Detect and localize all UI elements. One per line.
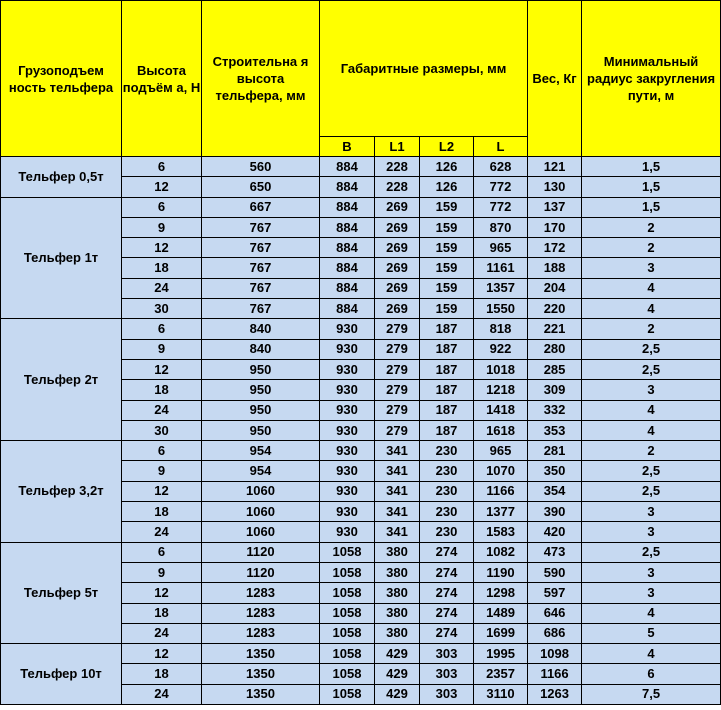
lift-height-cell: 18 [122,258,202,278]
weight-cell: 646 [528,603,582,623]
weight-cell: 350 [528,461,582,481]
dim-b-cell: 884 [320,217,375,237]
dim-l2-cell: 187 [420,319,474,339]
weight-cell: 309 [528,380,582,400]
dim-l1-cell: 279 [375,380,420,400]
dim-l-cell: 1161 [474,258,528,278]
radius-cell: 1,5 [582,177,721,197]
build-height-cell: 767 [202,217,320,237]
hoist-model-cell: Тельфер 2т [1,319,122,441]
build-height-cell: 950 [202,380,320,400]
dim-l2-cell: 159 [420,258,474,278]
build-height-cell: 650 [202,177,320,197]
build-height-cell: 560 [202,157,320,177]
weight-cell: 220 [528,299,582,319]
header-build-height: Строительна я высота тельфера, мм [202,1,320,157]
build-height-cell: 950 [202,420,320,440]
radius-cell: 3 [582,258,721,278]
lift-height-cell: 9 [122,217,202,237]
dim-l-cell: 1070 [474,461,528,481]
build-height-cell: 840 [202,319,320,339]
weight-cell: 285 [528,359,582,379]
dim-l-cell: 1583 [474,522,528,542]
radius-cell: 4 [582,278,721,298]
weight-cell: 221 [528,319,582,339]
radius-cell: 1,5 [582,157,721,177]
dim-l-cell: 1550 [474,299,528,319]
table-row [1,319,721,339]
radius-cell: 2 [582,319,721,339]
dim-l2-cell: 126 [420,177,474,197]
radius-cell: 1,5 [582,197,721,217]
weight-cell: 686 [528,623,582,643]
weight-cell: 172 [528,238,582,258]
build-height-cell: 767 [202,238,320,258]
dim-l2-cell: 230 [420,481,474,501]
build-height-cell: 1120 [202,542,320,562]
hoist-model-cell: Тельфер 3,2т [1,441,122,542]
dim-l-cell: 1018 [474,359,528,379]
dim-l2-cell: 159 [420,278,474,298]
radius-cell: 2,5 [582,481,721,501]
radius-cell: 2,5 [582,359,721,379]
build-height-cell: 767 [202,299,320,319]
build-height-cell: 1283 [202,603,320,623]
hoist-model-cell: Тельфер 0,5т [1,157,122,198]
dim-l2-cell: 187 [420,359,474,379]
dim-l1-cell: 380 [375,542,420,562]
lift-height-cell: 12 [122,359,202,379]
table-row [1,197,721,217]
header-capacity: Грузоподъем ность тельфера [1,1,122,157]
lift-height-cell: 30 [122,299,202,319]
build-height-cell: 1060 [202,481,320,501]
dim-b-cell: 930 [320,339,375,359]
weight-cell: 1166 [528,664,582,684]
dim-l-cell: 1190 [474,562,528,582]
lift-height-cell: 24 [122,278,202,298]
dim-l1-cell: 380 [375,583,420,603]
weight-cell: 130 [528,177,582,197]
radius-cell: 4 [582,603,721,623]
dim-l-cell: 818 [474,319,528,339]
dim-l-cell: 1357 [474,278,528,298]
dim-b-cell: 930 [320,502,375,522]
weight-cell: 204 [528,278,582,298]
lift-height-cell: 12 [122,177,202,197]
weight-cell: 420 [528,522,582,542]
dim-l1-cell: 279 [375,359,420,379]
dim-l2-cell: 159 [420,299,474,319]
lift-height-cell: 6 [122,542,202,562]
weight-cell: 590 [528,562,582,582]
weight-cell: 473 [528,542,582,562]
dim-l1-cell: 228 [375,157,420,177]
lift-height-cell: 18 [122,603,202,623]
dim-l2-cell: 159 [420,197,474,217]
build-height-cell: 950 [202,400,320,420]
radius-cell: 4 [582,420,721,440]
dim-l2-cell: 230 [420,461,474,481]
header-dim-l: L [474,137,528,157]
weight-cell: 332 [528,400,582,420]
dim-l1-cell: 341 [375,441,420,461]
header-lift-height: Высота подъём а, Н [122,1,202,157]
dim-l2-cell: 187 [420,380,474,400]
dim-l-cell: 1418 [474,400,528,420]
build-height-cell: 1060 [202,522,320,542]
dim-l1-cell: 341 [375,522,420,542]
weight-cell: 170 [528,217,582,237]
lift-height-cell: 9 [122,562,202,582]
radius-cell: 2,5 [582,542,721,562]
lift-height-cell: 9 [122,461,202,481]
dim-l2-cell: 303 [420,644,474,664]
dim-l-cell: 1618 [474,420,528,440]
radius-cell: 2 [582,238,721,258]
dim-l-cell: 1218 [474,380,528,400]
lift-height-cell: 24 [122,400,202,420]
radius-cell: 3 [582,522,721,542]
dim-l2-cell: 274 [420,603,474,623]
build-height-cell: 840 [202,339,320,359]
table-row [1,441,721,461]
dim-l-cell: 3110 [474,684,528,704]
build-height-cell: 954 [202,461,320,481]
dim-b-cell: 930 [320,461,375,481]
build-height-cell: 667 [202,197,320,217]
dim-l2-cell: 187 [420,400,474,420]
lift-height-cell: 24 [122,623,202,643]
radius-cell: 2 [582,441,721,461]
build-height-cell: 1350 [202,684,320,704]
build-height-cell: 767 [202,278,320,298]
lift-height-cell: 6 [122,197,202,217]
radius-cell: 4 [582,644,721,664]
radius-cell: 2 [582,217,721,237]
lift-height-cell: 12 [122,644,202,664]
dim-l2-cell: 126 [420,157,474,177]
dim-b-cell: 930 [320,400,375,420]
weight-cell: 354 [528,481,582,501]
weight-cell: 1263 [528,684,582,704]
dim-l-cell: 965 [474,238,528,258]
dim-b-cell: 1058 [320,644,375,664]
weight-cell: 137 [528,197,582,217]
dim-l1-cell: 269 [375,217,420,237]
dim-b-cell: 930 [320,522,375,542]
dim-l-cell: 1298 [474,583,528,603]
dim-l-cell: 1166 [474,481,528,501]
dim-l2-cell: 274 [420,583,474,603]
dim-l2-cell: 303 [420,684,474,704]
dim-l1-cell: 269 [375,238,420,258]
table-body [1,157,721,705]
lift-height-cell: 12 [122,238,202,258]
build-height-cell: 1350 [202,664,320,684]
lift-height-cell: 6 [122,441,202,461]
dim-l2-cell: 230 [420,441,474,461]
radius-cell: 6 [582,664,721,684]
dim-l1-cell: 269 [375,278,420,298]
dim-b-cell: 884 [320,258,375,278]
weight-cell: 280 [528,339,582,359]
dim-l1-cell: 279 [375,400,420,420]
dim-l-cell: 772 [474,177,528,197]
dim-l1-cell: 228 [375,177,420,197]
dim-l1-cell: 341 [375,481,420,501]
dim-l2-cell: 274 [420,542,474,562]
build-height-cell: 954 [202,441,320,461]
dim-b-cell: 930 [320,481,375,501]
dim-b-cell: 884 [320,238,375,258]
dim-l-cell: 772 [474,197,528,217]
dim-l1-cell: 279 [375,319,420,339]
hoist-model-cell: Тельфер 1т [1,197,122,319]
build-height-cell: 1350 [202,644,320,664]
dim-l2-cell: 230 [420,502,474,522]
weight-cell: 1098 [528,644,582,664]
dim-l1-cell: 341 [375,461,420,481]
radius-cell: 3 [582,562,721,582]
dim-l-cell: 1699 [474,623,528,643]
hoist-model-cell: Тельфер 10т [1,644,122,705]
dim-l2-cell: 274 [420,562,474,582]
dim-l2-cell: 159 [420,217,474,237]
dim-b-cell: 930 [320,359,375,379]
build-height-cell: 1283 [202,583,320,603]
dim-l1-cell: 380 [375,623,420,643]
table-row [1,644,721,664]
weight-cell: 390 [528,502,582,522]
header-dimensions: Габаритные размеры, мм [320,1,528,137]
dim-b-cell: 1058 [320,542,375,562]
table-row [1,157,721,177]
lift-height-cell: 12 [122,481,202,501]
header-min-radius: Минимальный радиус закругления пути, м [582,1,721,157]
radius-cell: 3 [582,380,721,400]
dim-b-cell: 1058 [320,664,375,684]
dim-l1-cell: 380 [375,603,420,623]
table-header [1,1,721,157]
lift-height-cell: 12 [122,583,202,603]
build-height-cell: 1283 [202,623,320,643]
weight-cell: 188 [528,258,582,278]
header-dim-l2: L2 [420,137,474,157]
dim-b-cell: 930 [320,319,375,339]
dim-l1-cell: 341 [375,502,420,522]
dim-b-cell: 884 [320,278,375,298]
dim-l2-cell: 303 [420,664,474,684]
weight-cell: 121 [528,157,582,177]
dim-l-cell: 870 [474,217,528,237]
dim-l1-cell: 279 [375,339,420,359]
lift-height-cell: 9 [122,339,202,359]
weight-cell: 281 [528,441,582,461]
radius-cell: 4 [582,400,721,420]
dim-l2-cell: 230 [420,522,474,542]
dim-l2-cell: 187 [420,339,474,359]
dim-l-cell: 1082 [474,542,528,562]
dim-l1-cell: 429 [375,644,420,664]
dim-b-cell: 884 [320,197,375,217]
dim-b-cell: 884 [320,157,375,177]
radius-cell: 4 [582,299,721,319]
dim-b-cell: 930 [320,380,375,400]
radius-cell: 3 [582,583,721,603]
lift-height-cell: 18 [122,502,202,522]
dim-l-cell: 1377 [474,502,528,522]
lift-height-cell: 18 [122,380,202,400]
lift-height-cell: 6 [122,157,202,177]
dim-l-cell: 965 [474,441,528,461]
lift-height-cell: 24 [122,684,202,704]
dim-b-cell: 884 [320,177,375,197]
lift-height-cell: 30 [122,420,202,440]
header-weight: Вес, Кг [528,1,582,157]
lift-height-cell: 18 [122,664,202,684]
table-row [1,542,721,562]
build-height-cell: 1060 [202,502,320,522]
dim-l1-cell: 380 [375,562,420,582]
dim-b-cell: 1058 [320,684,375,704]
dim-l1-cell: 269 [375,299,420,319]
dim-l-cell: 1489 [474,603,528,623]
radius-cell: 7,5 [582,684,721,704]
dim-l-cell: 2357 [474,664,528,684]
dim-l-cell: 922 [474,339,528,359]
build-height-cell: 1120 [202,562,320,582]
dim-b-cell: 884 [320,299,375,319]
dim-b-cell: 1058 [320,623,375,643]
build-height-cell: 767 [202,258,320,278]
dim-l1-cell: 429 [375,664,420,684]
build-height-cell: 950 [202,359,320,379]
dim-b-cell: 930 [320,441,375,461]
dim-l-cell: 628 [474,157,528,177]
header-dim-b: B [320,137,375,157]
dim-l1-cell: 279 [375,420,420,440]
header-dim-l1: L1 [375,137,420,157]
dim-l2-cell: 274 [420,623,474,643]
lift-height-cell: 24 [122,522,202,542]
dim-b-cell: 1058 [320,562,375,582]
dim-l1-cell: 269 [375,258,420,278]
dim-b-cell: 1058 [320,583,375,603]
radius-cell: 2,5 [582,339,721,359]
hoist-model-cell: Тельфер 5т [1,542,122,643]
radius-cell: 3 [582,502,721,522]
dim-b-cell: 1058 [320,603,375,623]
weight-cell: 597 [528,583,582,603]
dim-l2-cell: 159 [420,238,474,258]
radius-cell: 5 [582,623,721,643]
dim-l-cell: 1995 [474,644,528,664]
radius-cell: 2,5 [582,461,721,481]
dim-l2-cell: 187 [420,420,474,440]
lift-height-cell: 6 [122,319,202,339]
weight-cell: 353 [528,420,582,440]
dim-b-cell: 930 [320,420,375,440]
dim-l1-cell: 429 [375,684,420,704]
dim-l1-cell: 269 [375,197,420,217]
